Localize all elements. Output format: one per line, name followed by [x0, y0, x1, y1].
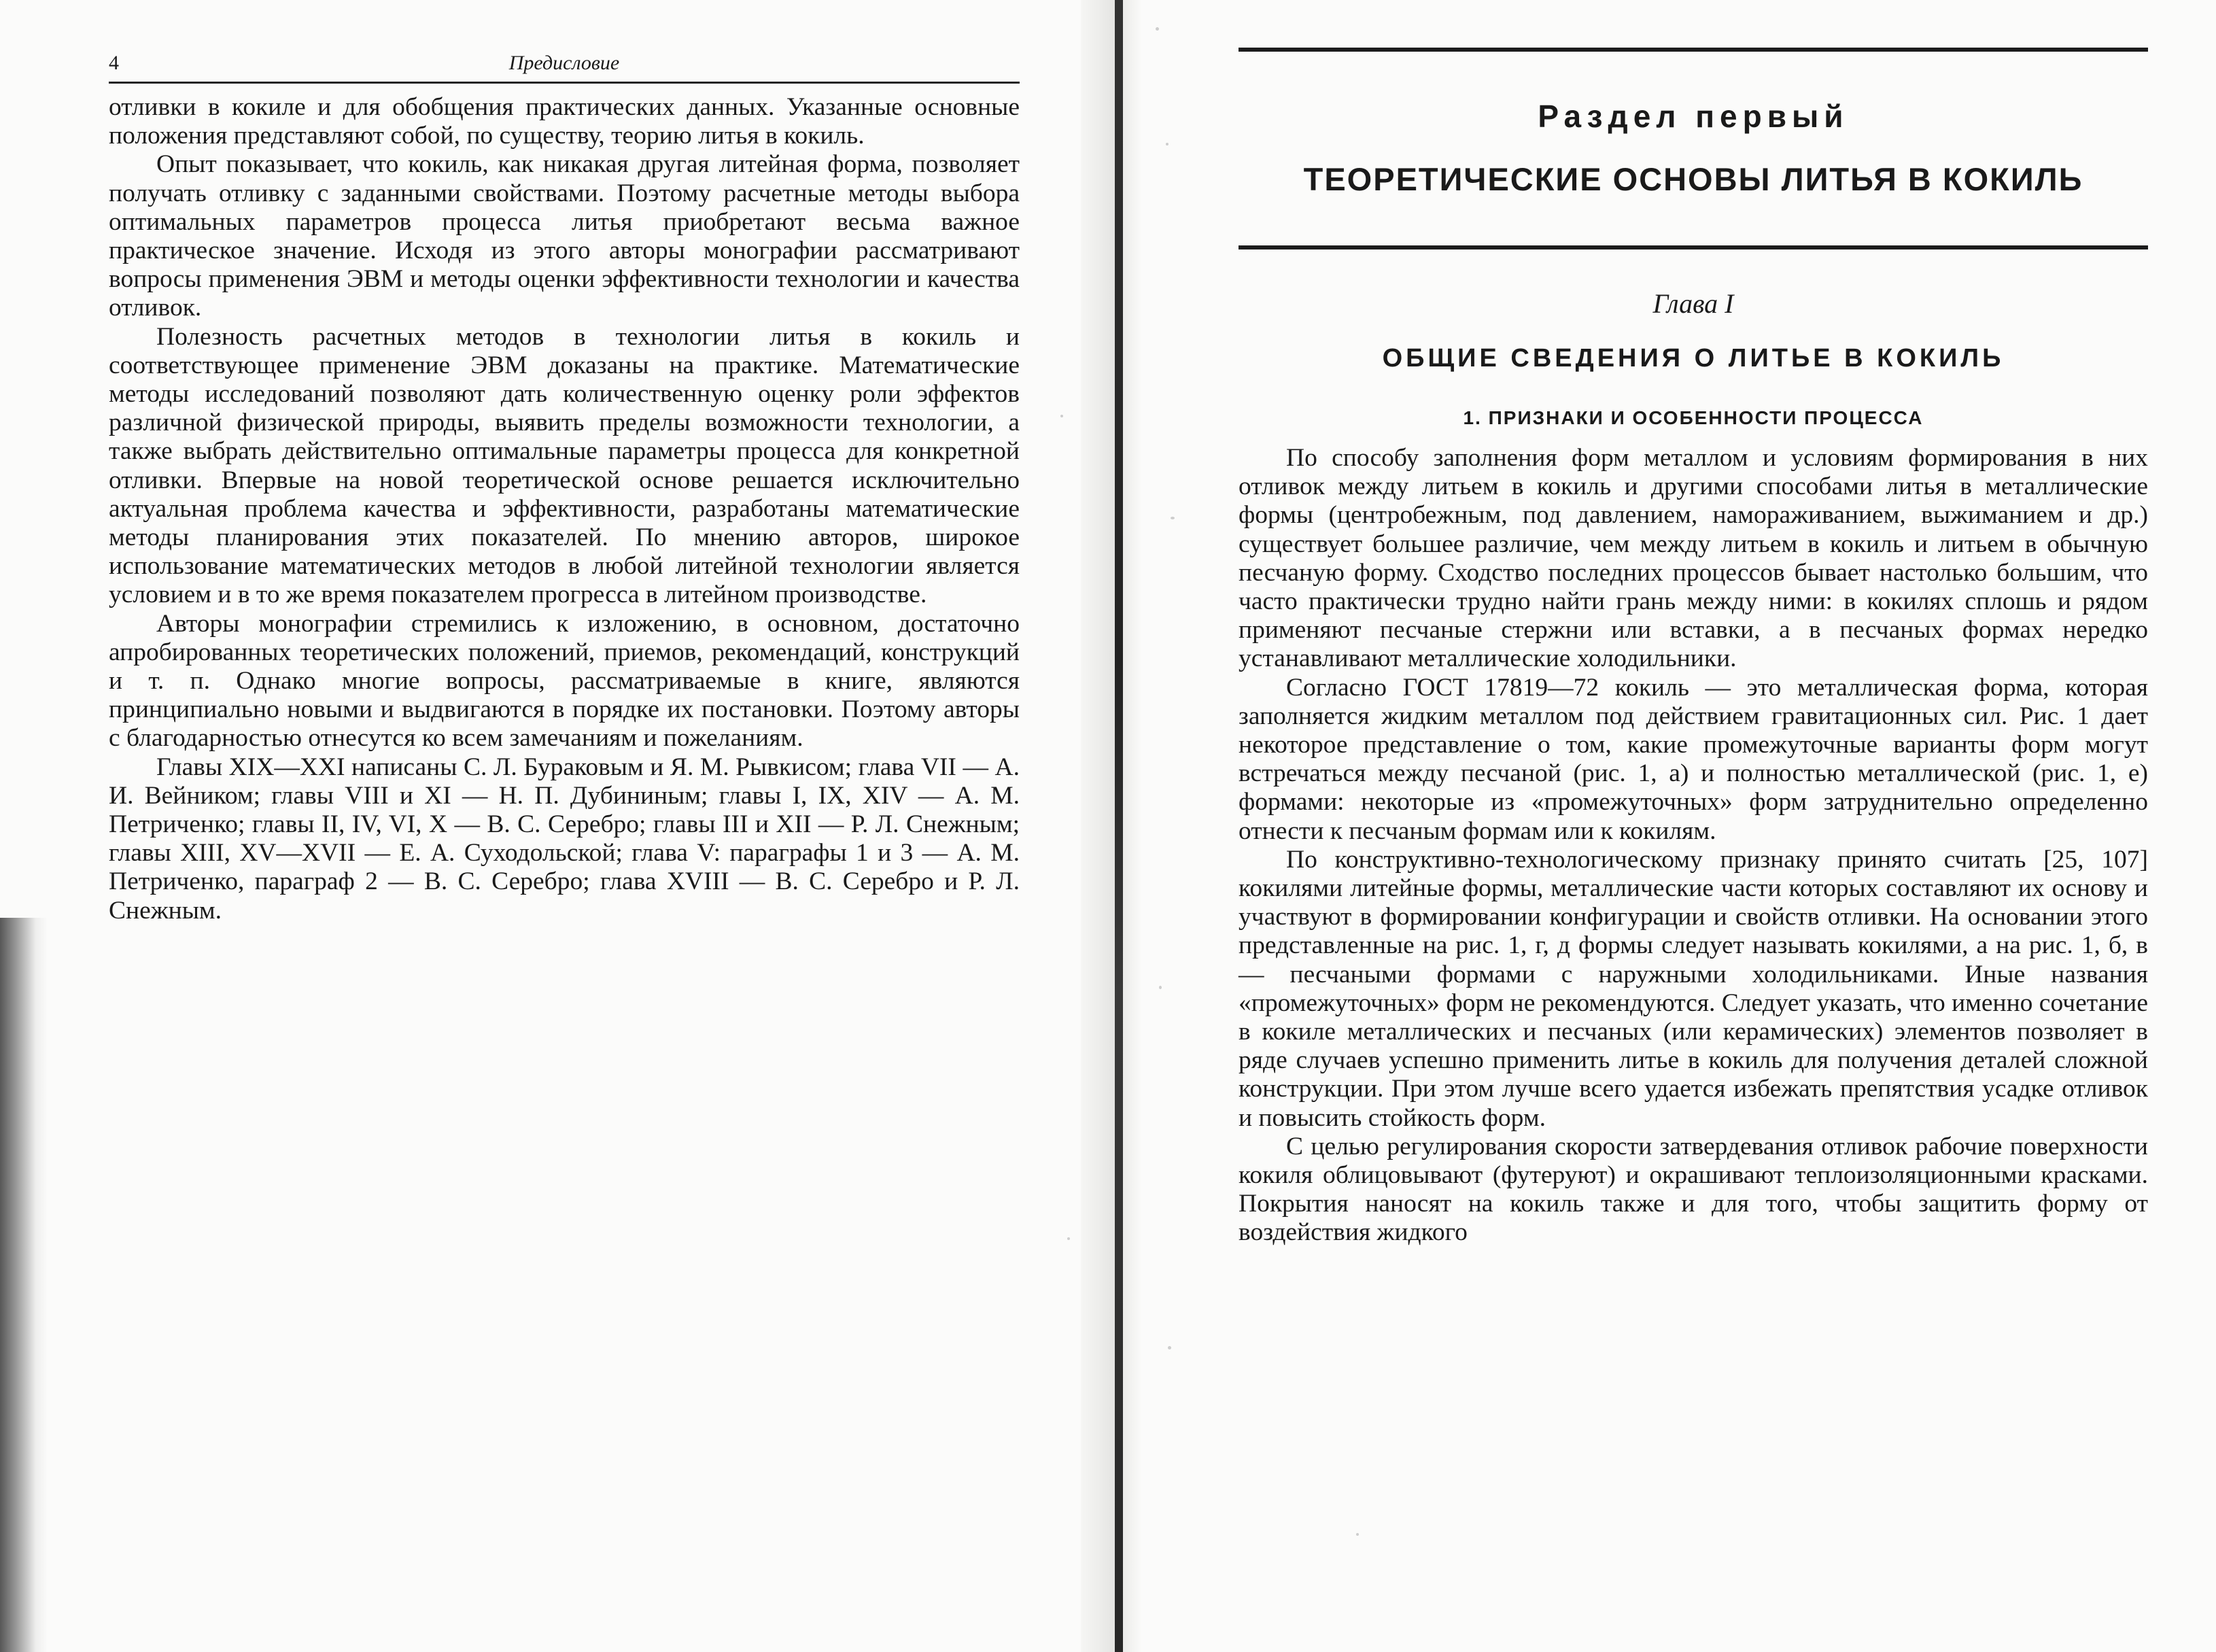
- running-title: Предисловие: [508, 52, 620, 74]
- scan-speck: [1168, 1346, 1171, 1349]
- scan-speck: [1156, 27, 1159, 31]
- paragraph: Согласно ГОСТ 17819—72 кокиль — это металлическая форма, которая заполняется жидким металлом под действием гравитационных сил. Рис. 1 дает некоторое представление о том, какие промежуточные варианты форм могут встречаться между песчаной (рис. 1, а) и полностью металлической (рис. 1, е) формами: некоторые из «промежуточных» форм затруднительно определенно отнести к песчаным формам или к кокилям.: [1239, 673, 2148, 845]
- part-divider-rule: [1239, 245, 2148, 249]
- page-number: 4: [109, 52, 119, 74]
- chapter-title: ОБЩИЕ СВЕДЕНИЯ О ЛИТЬЕ В КОКИЛЬ: [1382, 344, 2005, 373]
- paragraph: Главы XIX—XXI написаны С. Л. Бураковым и Я. М. Рывкисом; глава VII — А. И. Вейником; главы VIII и XI — Н. П. Дубининым; главы I, IX, XIV — А. М. Петриченко; главы II, IV, VI, X — В. С. Серебро; главы III и XII — Р. Л. Снежным; главы XIII, XV—XVII — Е. А. Суходольской; глава V: параграфы 1 и 3 — А. М. Петриченко, параграф 2 — В. С. Серебро; глава XVIII — В. С. Серебро и Р. Л. Снежным.: [109, 753, 1020, 925]
- chapter-label: Глава I: [1652, 288, 1734, 319]
- left-page-body: [109, 93, 1020, 925]
- part-title: ТЕОРЕТИЧЕСКИЕ ОСНОВЫ ЛИТЬЯ В КОКИЛЬ: [1303, 161, 2083, 197]
- scan-speck: [1171, 517, 1175, 519]
- right-page: [1239, 48, 2148, 1247]
- paragraph: С целью регулирования скорости затвердевания отливок рабочие поверхности кокиля облицовывают (футеруют) и окрашивают теплоизоляционными красками. Покрытия наносят на кокиль также и для того, чтобы защитить форму от воздействия жидкого: [1239, 1132, 2148, 1247]
- scan-speck: [1159, 986, 1162, 989]
- scan-shadow-left-edge: [0, 918, 48, 1652]
- book-gutter: [1081, 0, 1142, 1652]
- top-rule: [1239, 48, 2148, 52]
- running-head: [109, 48, 1020, 84]
- paragraph: Опыт показывает, что кокиль, как никакая другая литейная форма, позволяет получать отливку с заданными свойствами. Поэтому расчетные методы выбора оптимальных параметров процесса литья приобретают весьма важное практическое значение. Исходя из этого авторы монографии рассматривают вопросы применения ЭВМ и методы оценки эффективности технологии и качества отливок.: [109, 150, 1020, 322]
- scan-speck: [1060, 415, 1063, 417]
- scan-speck: [1166, 143, 1168, 145]
- paragraph: Полезность расчетных методов в технологии литья в кокиль и соответствующее применение ЭВМ доказаны на практике. Математические методы исследований позволяют дать количественную оценку роли эффектов различной физической природы, выявить пределы возможности технологии, а также выбрать действительно оптимальные параметры процесса для конкретной отливки. Впервые на новой теоретической основе решается исключительно актуальная проблема качества и эффективности, разработаны математические методы планирования этих показателей. По мнению авторов, широкое использование математических методов в любой литейной технологии является условием и в то же время показателем прогресса в литейном производстве.: [109, 322, 1020, 609]
- paragraph: По способу заполнения форм металлом и условиям формирования в них отливок между литьем в кокиль и другими способами литья в металлические формы (центробежным, под давлением, намораживанием, выжиманием и др.) существует большее различие, чем между литьем в кокиль и литьем в обычную песчаную форму. Сходство последних процессов бывает настолько большим, что часто практически трудно найти грань между ними: в кокилях сплошь и рядом применяют песчаные стержни или вставки, а в песчаных формах нередко устанавливают металлические холодильники.: [1239, 444, 2148, 673]
- section-title: 1. ПРИЗНАКИ И ОСОБЕННОСТИ ПРОЦЕССА: [1463, 407, 1924, 428]
- gutter-binding-line: [1115, 0, 1123, 1652]
- paragraph: По конструктивно-технологическому признаку принято считать [25, 107] кокилями литейные формы, металлические части которых составляют их основу и участвуют в формировании конфигурации и свойств отливки. На основании этого представленные на рис. 1, г, д формы следует называть кокилями, а на рис. 1, б, в — песчаными формами с наружными холодильниками. Иные названия «промежуточных» форм не рекомендуются. Следует указать, что именно сочетание в кокиле металлических и песчаных (или керамических) элементов позволяет в ряде случаев успешно применить литье в кокиль для получения деталей сложной конструкции. При этом лучше всего удается избежать препятствия усадке отливок и повысить стойкость форм.: [1239, 845, 2148, 1132]
- paragraph: Авторы монографии стремились к изложению, в основном, достаточно апробированных теоретических положений, приемов, рекомендаций, конструкций и т. п. Однако многие вопросы, рассматриваемые в книге, являются принципиально новыми и выдвигаются в порядке их постановки. Поэтому авторы с благодарностью отнесутся ко всем замечаниям и пожеланиям.: [109, 609, 1020, 753]
- part-label: Раздел первый: [1538, 99, 1849, 134]
- left-page: [109, 48, 1020, 925]
- scan-speck: [1356, 1533, 1359, 1536]
- scan-speck: [1067, 1237, 1070, 1240]
- paragraph: отливки в кокиле и для обобщения практических данных. Указанные основные положения представляют собой, по существу, теорию литья в кокиль.: [109, 93, 1020, 150]
